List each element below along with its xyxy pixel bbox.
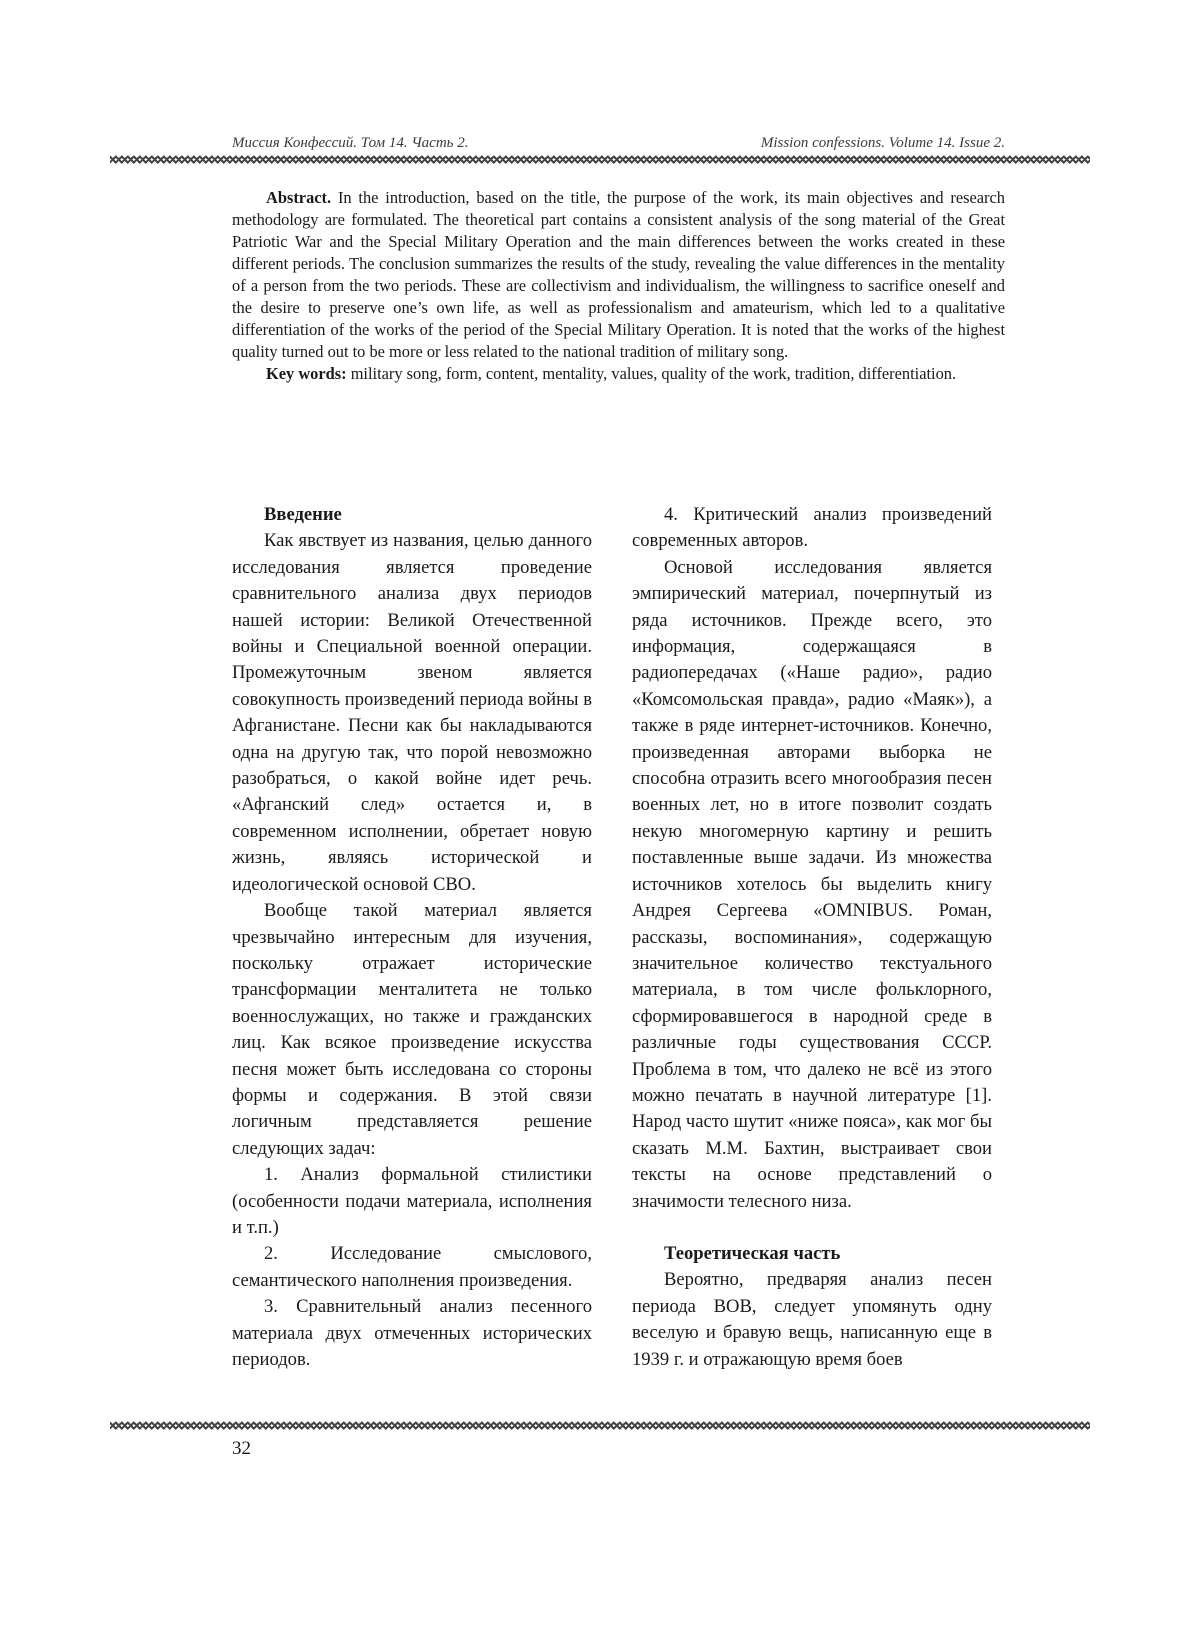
journal-title-ru: Миссия Конфессий. Том 14. Часть 2. <box>232 135 469 151</box>
task-item-1: 1. Анализ формальной стилистики (особенности подачи материала, исполнения и т.п.) <box>232 1164 592 1238</box>
footer-ornament-divider <box>110 1421 1090 1430</box>
keywords-text: military song, form, content, mentality, values, quality of the work, tradition, differentiation. <box>350 364 957 383</box>
abstract-paragraph <box>232 187 1005 363</box>
task-item-3: 3. Сравнительный анализ песенного материала двух отмеченных исторических периодов. <box>232 1296 592 1370</box>
abstract-label: Abstract. <box>266 188 332 207</box>
right-column <box>632 502 992 1373</box>
abstract-text: In the introduction, based on the title, the purpose of the work, its main objectives and research methodology are formulated. The theoretical part contains a consistent analysis of the song material of the Great Patriotic War and the Special Military Operation and the main differences between the works created in these different periods. The conclusion summarizes the results of the study, revealing the value differences in the mentality of a person from the two periods. These are collectivism and individualism, the willingness to sacrifice oneself and the desire to preserve one’s own life, as well as professionalism and amateurism, which led to a qualitative differentiation of the works of the period of the Special Military Operation. It is noted that the works of the highest quality turned out to be more or less related to the national tradition of military song. <box>232 188 1005 361</box>
left-column <box>232 502 592 1373</box>
section-spacer <box>632 1215 992 1241</box>
theory-paragraph-1: Вероятно, предваряя анализ песен периода ВОВ, следует упомянуть одну веселую и бравую вещь, написанную еще в 1939 г. и отражающую время боев <box>632 1269 992 1370</box>
intro-paragraph-1: Как явствует из названия, целью данного исследования является проведение сравнительного анализа двух периодов нашей истории: Великой Отечественной войны и Специальной военной операции. Промежуточным звеном является совокупность произведений периода войны в Афганистане. Песни как бы накладываются одна на другую так, что порой невозможно разобраться, о какой войне идет речь. «Афганский след» остается и, в современном исполнении, обретает новую жизнь, являясь исторической и идеологической основой СВО. <box>232 530 592 895</box>
journal-title-en: Mission confessions. Volume 14. Issue 2. <box>760 135 1005 151</box>
abstract-block <box>232 187 1005 385</box>
theory-heading: Теоретическая часть <box>664 1242 841 1264</box>
running-header <box>232 135 1005 152</box>
page-number: 32 <box>232 1438 251 1459</box>
keywords-label: Key words: <box>266 364 347 383</box>
intro-paragraph-2: Вообще такой материал является чрезвычайно интересным для изучения, поскольку отражает исторические трансформации менталитета не только военнослужащих, но также и гражданских лиц. Как всякое произведение искусства песня может быть исследована со стороны формы и содержания. В этой связи логичным представляется решение следующих задач: <box>232 900 592 1159</box>
task-item-4: 4. Критический анализ произведений современных авторов. <box>632 504 992 552</box>
task-item-2: 2. Исследование смыслового, семантического наполнения произведения. <box>232 1243 592 1291</box>
keywords-paragraph <box>232 363 1005 385</box>
header-ornament-divider <box>110 155 1090 164</box>
intro-heading: Введение <box>264 504 342 525</box>
intro-paragraph-3: Основой исследования является эмпирический материал, почерпнутый из ряда источников. Прежде всего, это информация, содержащаяся в радиопередачах («Наше радио», радио «Комсомольская правда», радио «Маяк»), а также в ряде интернет-источников. Конечно, произведенная авторами выборка не способна отразить всего многообразия песен военных лет, но в итоге позволит создать некую многомерную картину и решить поставленные выше задачи. Из множества источников хотелось бы выделить книгу Андрея Сергеева «OMNIBUS. Роман, рассказы, воспоминания», содержащую значительное количество текстуального материала, в том числе фольклорного, сформировавшегося в народной среде в различные годы существования СССР. Проблема в том, что далеко не всё из этого можно печатать в научной литературе [1]. Народ часто шутит «ниже пояса», как мог бы сказать М.М. Бахтин, выстраивает свои тексты на основе представлений о значимости телесного низа. <box>632 556 992 1212</box>
